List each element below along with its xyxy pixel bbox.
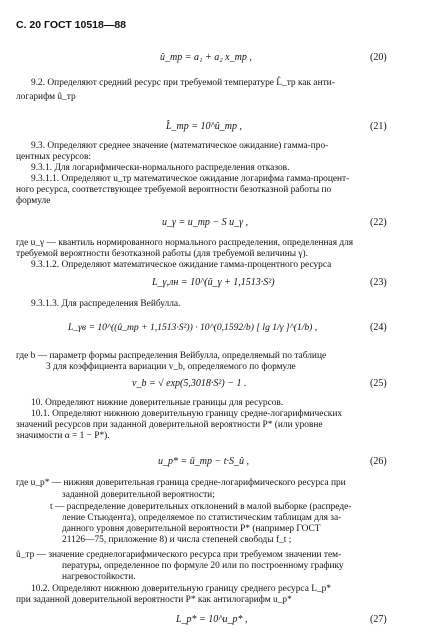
text-line: где b — параметр формы распределения Вейбулла, определяемый по таблице (16, 351, 327, 361)
text-line: значений ресурсов при заданной доверительной вероятности P* (или уровне (16, 420, 323, 430)
text-line: заданной доверительной вероятности; (62, 490, 215, 500)
text-line: 9.2. Определяют средний ресурс при требуемой температуре L̂_тр как анти- (31, 78, 335, 88)
text-line: при заданной доверительной вероятности P* как антилогарифм u_p* (16, 595, 292, 605)
text-line: формуле (16, 196, 51, 206)
text-line: данного уровня доверительной вероятности P* (например ГОСТ (62, 524, 321, 534)
text-line: требуемой вероятности безотказной работы (для требуемой величины γ). (16, 249, 309, 259)
text-line: ление Стьюдента), определяемое по статистическим таблицам для за- (62, 513, 342, 523)
text-line: где u_γ — квантиль нормированного нормального распределения, определенная для (16, 238, 354, 248)
text-line: 10. Определяют нижние доверительные границы для ресурсов. (31, 398, 284, 408)
formula-21: L̂_тр = 10^û_тр , (166, 121, 242, 132)
text-line: 10.2. Определяют нижнюю доверительную границу среднего ресурса L_p* (31, 584, 332, 594)
text-line: 10.1. Определяют нижнюю доверительную границу средне-логарифмических (31, 409, 343, 419)
formula-26: u_p* = ū_тр − t·S_û , (158, 456, 249, 467)
formula-24: L_γв = 10^((û_тр + 1,1513·S²)) · 10^(0,1592/b) [ lg 1/γ ]^(1/b) , (68, 322, 318, 333)
text-line: 9.3. Определяют среднее значение (математическое ожидание) гамма-про- (31, 141, 329, 151)
formula-21-number: (21) (370, 121, 387, 132)
formula-24-number: (24) (370, 322, 387, 333)
text-line: 9.3.1.2. Определяют математическое ожидание гамма-процентного ресурса (31, 260, 332, 270)
formula-27: L_p* = 10^u_p* , (176, 614, 248, 625)
text-line: значимости α = 1 − P*). (16, 431, 110, 441)
formula-20: û_тр = a₁ + a₂ x_тр , (160, 52, 252, 63)
text-line: 9.3.1. Для логарифмически-нормального распределения отказов. (31, 163, 290, 173)
text-line: 9.3.1.3. Для распределения Вейбулла. (31, 299, 181, 309)
text-line: пературы, определенное по формуле 20 или по построенному графику (62, 561, 344, 571)
text-line: 9.3.1.1. Определяют u_тр математическое ожидание логарифма гамма-процент- (31, 174, 350, 184)
text-line: û_тр — значение среднелогарифмического ресурса при требуемом значении тем- (16, 550, 342, 560)
text-line: где u_p* — нижняя доверительная граница средне-логарифмического ресурса при (16, 478, 346, 488)
formula-26-number: (26) (370, 456, 387, 467)
text-line: ного ресурса, соответствующее требуемой вероятности безотказной работы по (16, 185, 332, 195)
formula-22-number: (22) (370, 217, 387, 228)
formula-27-number: (27) (370, 614, 387, 625)
formula-25: v_b = √ exp(5,3018·S²) − 1 . (132, 378, 247, 389)
text-line: t — распределение доверительных отклонений в малой выборке (распреде- (50, 502, 352, 512)
text-line: нагревостойкости. (62, 572, 136, 582)
text-line: 21126—75, приложение 8) и числа степеней свободы f_t ; (62, 535, 292, 545)
formula-25-number: (25) (370, 378, 387, 389)
text-line: центных ресурсов: (16, 152, 92, 162)
text-line: 3 для коэффициента вариации v_b, определяемого по формуле (46, 362, 296, 372)
formula-23-number: (23) (370, 277, 387, 288)
text-line: логарифм û_тр (16, 92, 76, 102)
formula-23: L_γ,лн = 10^(ū_γ + 1,1513·S²) (152, 277, 275, 288)
page-header: С. 20 ГОСТ 10518—88 (16, 19, 127, 31)
formula-20-number: (20) (370, 52, 387, 63)
formula-22: u_γ = u_тр − S u_γ , (162, 217, 249, 228)
